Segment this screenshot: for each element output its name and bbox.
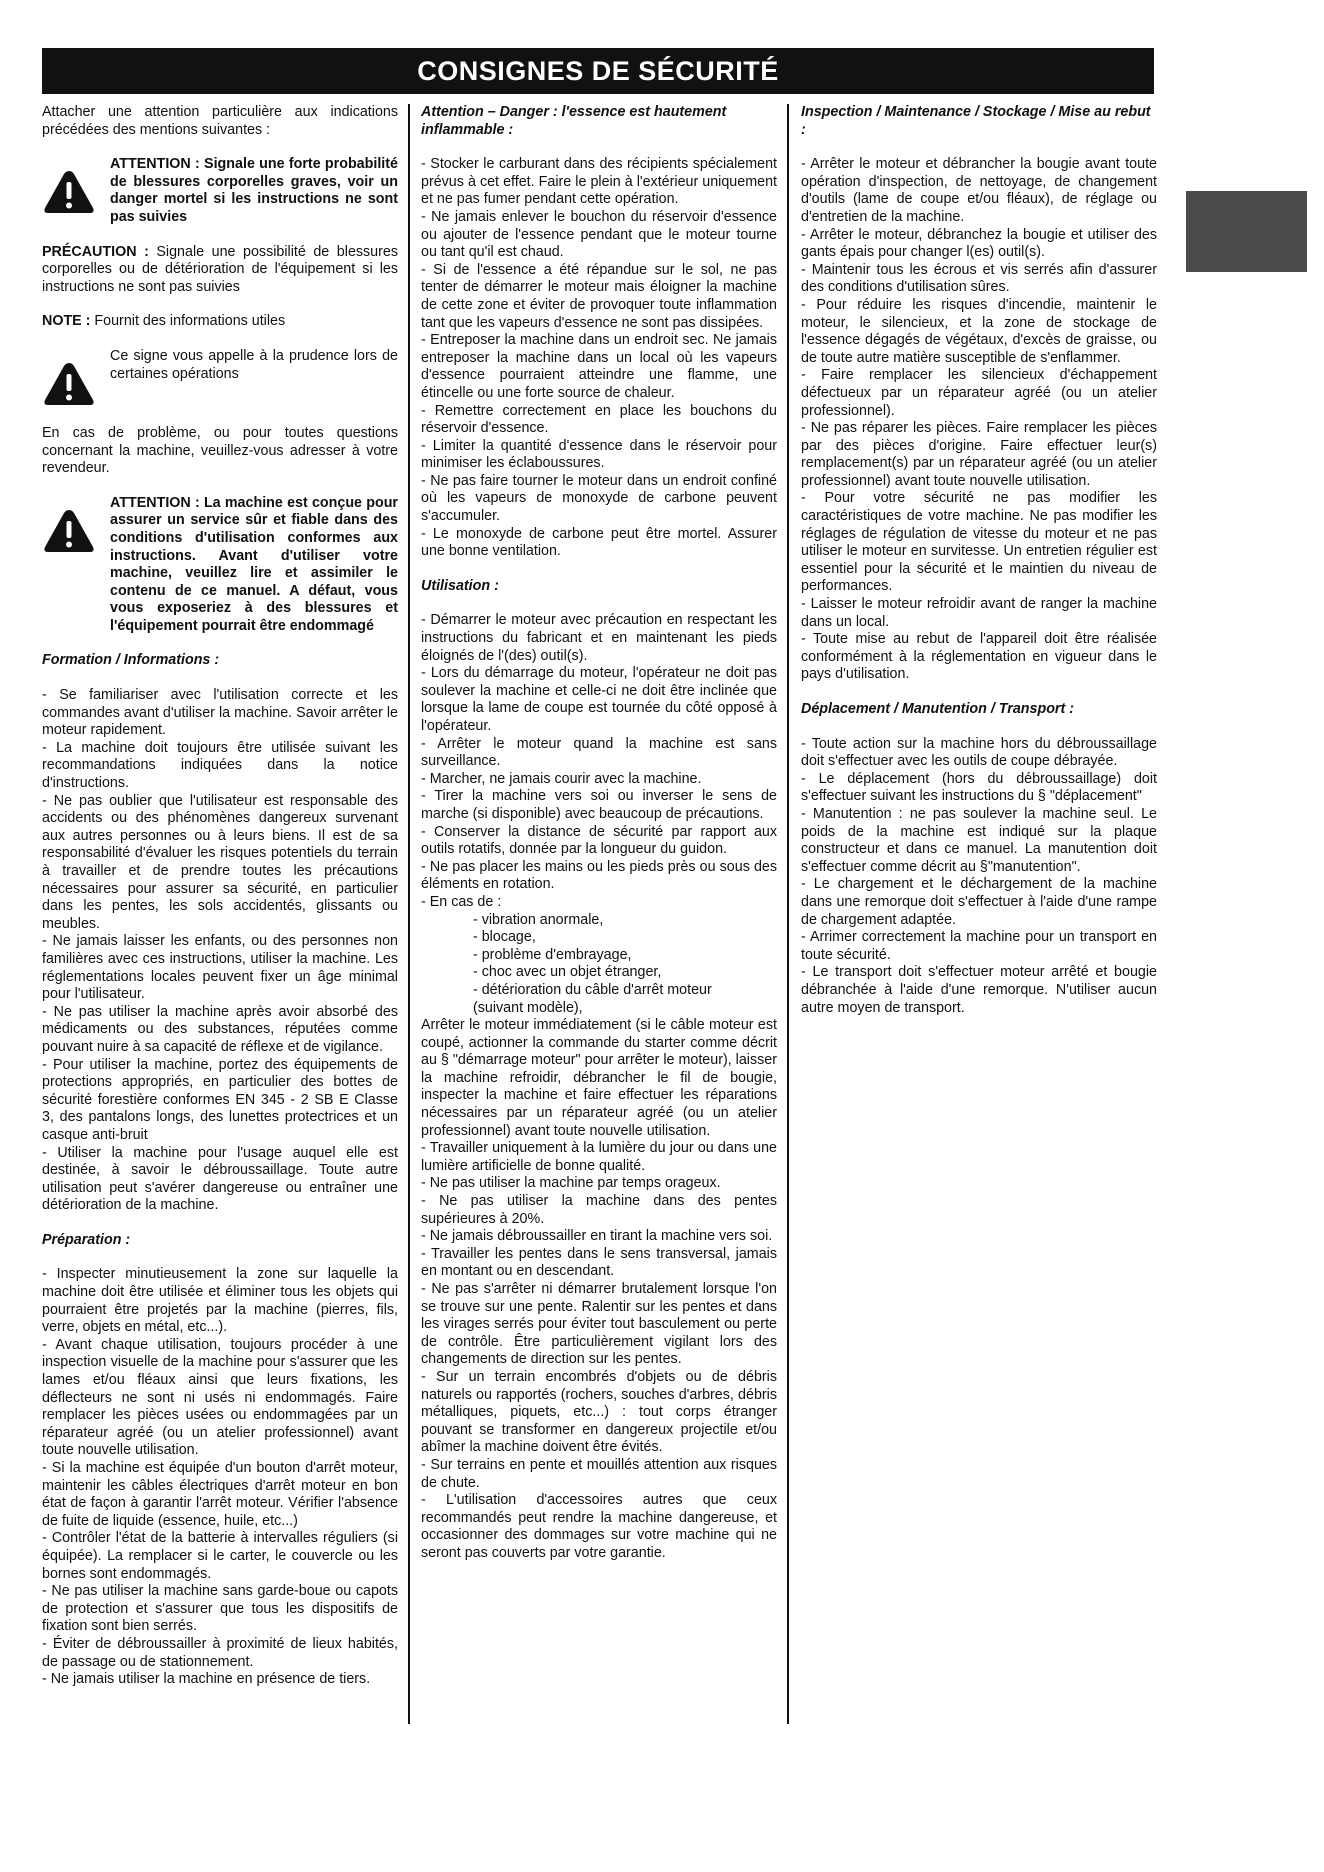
list-item: - La machine doit toujours être utilisée suivant les recommandations indiquées dans la notice d'instructions.: [42, 739, 398, 792]
list-item: - Ne pas s'arrêter ni démarrer brutalement lorsque l'on se trouve sur une pente. Ralentir sur les pentes et dans les virages serrés pour éviter tout basculement ou perte de contrôle. Être particulièrement vigilant lors des changements de direction sur les pentes.: [421, 1281, 777, 1368]
warning-triangle-icon: [42, 348, 106, 408]
section-heading-transport: Déplacement / Manutention / Transport :: [801, 701, 1074, 717]
list-item: - Pour réduire les risques d'incendie, maintenir le moteur, le silencieux, et la zone de stockage de l'essence dégagés de végétaux, d'excès de graisse, ou de toute autre matière susceptible de s'enflammer.: [801, 296, 1157, 366]
list-item: - Arrêter le moteur quand la machine est sans surveillance.: [421, 735, 777, 770]
list-item: - Contrôler l'état de la batterie à intervalles réguliers (si équipée). La remplacer si le carter, le couvercle ou les bornes sont endommagés.: [42, 1530, 398, 1582]
utilisation-list: [421, 612, 777, 911]
list-item: - L'utilisation d'accessoires autres que ceux recommandés peut rendre la machine dangereuse, et occasionner des dommages sur votre machine qui ne seront pas couverts par votre garantie.: [421, 1492, 777, 1561]
list-item: - problème d'embrayage,: [473, 946, 632, 963]
attention-block: [42, 156, 398, 226]
list-item: - Avant chaque utilisation, toujours procéder à une inspection visuelle de la machine pour s'assurer que les lames et/ou fléaux ainsi que leurs fixations, les déflecteurs ne sont ni usés ni endommagés. Faire remplacer les pièces usées ou endommagées par un réparateur agréé (ou un atelier professionnel) avant toute nouvelle utilisation.: [42, 1336, 398, 1459]
section-heading-danger: Attention – Danger : l'essence est hautement inflammable :: [421, 104, 727, 138]
list-item: - Limiter la quantité d'essence dans le réservoir pour minimiser les éclaboussures.: [421, 437, 777, 472]
list-item: - Ne pas utiliser la machine par temps orageux.: [421, 1175, 721, 1192]
warning-triangle-icon: [42, 156, 106, 226]
list-item: - Le chargement et le déchargement de la machine dans une remorque doit s'effectuer à l'aide d'une rampe de chargement adaptée.: [801, 876, 1157, 928]
section-heading-formation: Formation / Informations :: [42, 652, 220, 669]
list-item: - Marcher, ne jamais courir avec la machine.: [421, 770, 702, 787]
list-item: - Toute mise au rebut de l'appareil doit être réalisée conformément à la réglementation en vigueur dans le pays d'utilisation.: [801, 631, 1157, 683]
list-item: - Conserver la distance de sécurité par rapport aux outils rotatifs, donnée par la longueur du guidon.: [421, 823, 777, 858]
note-label: NOTE :: [42, 313, 91, 330]
transport-list: [801, 736, 1157, 1018]
section-heading-preparation: Préparation :: [42, 1231, 131, 1248]
prudence-text: Ce signe vous appelle à la prudence lors de certaines opérations: [110, 347, 398, 382]
list-item: - Ne jamais laisser les enfants, ou des personnes non familières avec ces instructions, utiliser la machine. Les réglementations locales peuvent fixer un âge minimal pour l'utilisateur.: [42, 933, 398, 1003]
list-item: - Utiliser la machine pour l'usage auquel elle est destinée, à savoir le débroussaillage. Toute autre utilisation peut s'avérer dangereuse ou entraîner une détérioration de la machine.: [42, 1144, 398, 1214]
list-item: - Faire remplacer les silencieux d'échappement défectueux par un réparateur agréé (ou un atelier professionnel).: [801, 367, 1157, 419]
precaution-label: PRÉCAUTION :: [42, 243, 149, 260]
column-3: [801, 104, 1157, 1017]
note-paragraph: [42, 313, 398, 331]
list-item: - Ne jamais utiliser la machine en présence de tiers.: [42, 1671, 371, 1688]
danger-list: [421, 156, 777, 561]
section-heading-inspection: Inspection / Maintenance / Stockage / Mise au rebut :: [801, 104, 1151, 138]
attention-text-2: ATTENTION : La machine est conçue pour assurer un service sûr et fiable dans des conditions d'utilisation conformes aux instructions. Avant d'utiliser votre machine, veuillez lire et assimiler le contenu de ce manuel. A défaut, vous vous exposeriez à des blessures et l'équipement pourrait être endommagé: [110, 494, 398, 634]
list-item: - Ne pas réparer les pièces. Faire remplacer les pièces par des pièces d'origine. Faire effectuer leur(s) remplacement(s) par un réparateur agréé (ou un atelier professionnel) avant toute nouvelle utilisation.: [801, 420, 1157, 489]
formation-list: [42, 687, 398, 1215]
list-item: - Se familiariser avec l'utilisation correcte et les commandes avant d'utiliser la machine. Savoir arrêter le moteur rapidement.: [42, 687, 398, 739]
utilisation-list-continued: [421, 1017, 777, 1562]
list-item: - Travailler uniquement à la lumière du jour ou dans une lumière artificielle de bonne qualité.: [421, 1140, 777, 1174]
list-item: - Ne pas utiliser la machine sans garde-boue ou capots de protection et s'assurer que tous les dispositifs de fixation sont bien serrés.: [42, 1583, 398, 1635]
prudence-block: [42, 348, 398, 408]
list-item: - Sur terrains en pente et mouillés attention aux risques de chute.: [421, 1456, 777, 1491]
list-item: - En cas de :: [421, 893, 502, 910]
list-item: - Si de l'essence a été répandue sur le sol, ne pas tenter de démarrer le moteur mais éloigner la machine de cette zone et éviter de provoquer toute inflammation tant que les vapeurs d'essence ne sont pas dissipées.: [421, 261, 777, 331]
list-item: Arrêter le moteur immédiatement (si le câble moteur est coupé, actionner la commande du starter comme décrit au § "démarrage moteur" pour arrêter le moteur), laisser la machine refroidir, débrancher le fil de bougie, inspecter la machine et faire effectuer les réparations nécessaires par un réparateur agréé (ou un atelier professionnel) avant toute nouvelle utilisation.: [421, 1017, 777, 1139]
list-item: - Ne pas utiliser la machine dans des pentes supérieures à 20%.: [421, 1193, 777, 1227]
list-item: - Éviter de débroussailler à proximité de lieux habités, de passage ou de stationnement.: [42, 1635, 398, 1670]
section-tab-marker: [1186, 191, 1307, 272]
column-divider: [408, 104, 410, 1724]
cases-list: [421, 912, 777, 1018]
list-item: - Ne pas placer les mains ou les pieds près ou sous des éléments en rotation.: [421, 858, 777, 893]
attention-text: ATTENTION : Signale une forte probabilité de blessures corporelles graves, voir un danger mortel si les instructions ne sont pas suivies: [110, 156, 398, 225]
list-item: - Stocker le carburant dans des récipients spécialement prévus à cet effet. Faire le plein à l'extérieur uniquement et ne pas fumer pendant cette opération.: [421, 156, 777, 208]
list-item: - Démarrer le moteur avec précaution en respectant les instructions du fabricant et en maintenant les pieds éloignés de l'(des) outil(s).: [421, 612, 777, 664]
list-item: - Sur un terrain encombrés d'objets ou de débris naturels ou rapportés (rochers, souches d'arbres, débris métalliques, piquets, etc...) : tout corps étranger pouvant se transformer en dangereux projectile et/ou abîmer la machine doivent être évités.: [421, 1368, 777, 1456]
precaution-text: Signale une possibilité de blessures corporelles ou de détérioration de l'équipement si les instructions ne sont pas suivies: [42, 243, 398, 295]
list-item: - Laisser le moteur refroidir avant de ranger la machine dans un local.: [801, 596, 1157, 630]
list-item: - Si la machine est équipée d'un bouton d'arrêt moteur, maintenir les câbles électriques d'arrêt moteur en bon état de façon à garantir l'arrêt moteur. Vérifier l'absence de fuite de liquide (essence, huile, etc...): [42, 1460, 398, 1529]
list-item: - Le déplacement (hors du débroussaillage) doit s'effectuer suivant les instructions du § "déplacement": [801, 770, 1157, 805]
list-item: (suivant modèle),: [473, 999, 583, 1016]
warning-triangle-icon: [42, 495, 106, 636]
list-item: - blocage,: [473, 929, 536, 946]
list-item: - Pour votre sécurité ne pas modifier les caractéristiques de votre machine. Ne pas modifier les réglages de régulation de vitesse du moteur et ne pas utiliser le moteur en survitesse. Un entretien régulier est essentiel pour la sécurité et le maintien du niveau de performances.: [801, 490, 1157, 595]
intro-paragraph: Attacher une attention particulière aux indications précédées des mentions suivantes :: [42, 104, 398, 138]
list-item: - Ne jamais débroussailler en tirant la machine vers soi.: [421, 1228, 773, 1245]
list-item: - Le monoxyde de carbone peut être mortel. Assurer une bonne ventilation.: [421, 525, 777, 560]
list-item: - Ne pas faire tourner le moteur dans un endroit confiné où les vapeurs de monoxyde de carbone peuvent s'accumuler.: [421, 472, 777, 525]
column-2: [421, 104, 777, 1563]
page-title: CONSIGNES DE SÉCURITÉ: [42, 48, 1154, 94]
list-item: - Ne pas utiliser la machine après avoir absorbé des médicaments ou des substances, réputées comme pouvant nuire à sa capacité de réflexe et de vigilance.: [42, 1003, 398, 1055]
list-item: - Inspecter minutieusement la zone sur laquelle la machine doit être utilisée et éliminer tous les objets qui pourraient être projetés par la machine (pierres, fils, verre, objets en métal, etc...).: [42, 1266, 398, 1336]
list-item: - Arrêter le moteur, débranchez la bougie et utiliser des gants épais pour changer l(es) outil(s).: [801, 226, 1157, 261]
list-item: - Arrêter le moteur et débrancher la bougie avant toute opération d'inspection, de nettoyage, de changement d'outils (lame de coupe et/ou fléaux), de réglage ou d'entretien de la machine.: [801, 156, 1157, 225]
list-item: - Arrimer correctement la machine pour un transport en toute sécurité.: [801, 929, 1157, 963]
list-item: - Ne pas oublier que l'utilisateur est responsable des accidents ou des phénomènes dangereux survenant aux autres personnes ou à leurs biens. Il est de sa responsabilité d'évaluer les risques potentiels du terrain à travailler et de prendre toutes les précautions nécessaires pour assurer sa sécurité, en particulier dans les pentes, les sols accidentés, glissants ou meubles.: [42, 792, 398, 932]
column-divider: [787, 104, 789, 1724]
list-item: - Travailler les pentes dans le sens transversal, jamais en montant ou en descendant.: [421, 1245, 777, 1280]
attention-block-2: [42, 495, 398, 636]
list-item: - Toute action sur la machine hors du débroussaillage doit s'effectuer avec les outils de coupe débrayée.: [801, 735, 1157, 770]
list-item: - Ne jamais enlever le bouchon du réservoir d'essence ou ajouter de l'essence pendant que le moteur tourne ou tant qu'il est chaud.: [421, 208, 777, 261]
probleme-paragraph: En cas de problème, ou pour toutes questions concernant la machine, veuillez-vous adresser à votre revendeur.: [42, 424, 398, 477]
precaution-paragraph: [42, 244, 398, 297]
list-item: - vibration anormale,: [473, 911, 604, 928]
note-text: Fournit des informations utiles: [90, 313, 286, 330]
list-item: - Manutention : ne pas soulever la machine seul. Le poids de la machine est indiqué sur la plaque constructeur et dans ce manuel. La manutention doit s'effectuer comme décrit au §"manutention".: [801, 805, 1157, 875]
section-heading-utilisation: Utilisation :: [421, 577, 499, 594]
inspection-list: [801, 156, 1157, 684]
list-item: - Lors du démarrage du moteur, l'opérateur ne doit pas soulever la machine et celle-ci ne doit être inclinée que lorsque la lame de coupe est tournée du côté opposé à l'opérateur.: [421, 665, 777, 734]
list-item: - Maintenir tous les écrous et vis serrés afin d'assurer des conditions d'utilisation sûres.: [801, 261, 1157, 296]
list-item: - Remettre correctement en place les bouchons du réservoir d'essence.: [421, 402, 777, 437]
list-item: - Entreposer la machine dans un endroit sec. Ne jamais entreposer la machine dans un local où les vapeurs d'essence pourraient atteindre une flamme, une étincelle ou une forte source de chaleur.: [421, 332, 777, 401]
list-item: - choc avec un objet étranger,: [473, 964, 662, 981]
list-item: - Le transport doit s'effectuer moteur arrêté et bougie débranchée à l'aide d'une remorque. N'utiliser aucun autre moyen de transport.: [801, 964, 1157, 1016]
list-item: - Pour utiliser la machine, portez des équipements de protections appropriés, en particulier des bottes de sécurité forestière conformes EN 345 - 2 SB E Classe 3, des pantalons longs, des lunettes protectrices et un casque anti-bruit: [42, 1056, 398, 1143]
list-item: - détérioration du câble d'arrêt moteur: [473, 981, 712, 998]
list-item: - Tirer la machine vers soi ou inverser le sens de marche (si disponible) avec beaucoup de précautions.: [421, 788, 777, 822]
column-1: [42, 104, 398, 1689]
preparation-list: [42, 1266, 398, 1688]
